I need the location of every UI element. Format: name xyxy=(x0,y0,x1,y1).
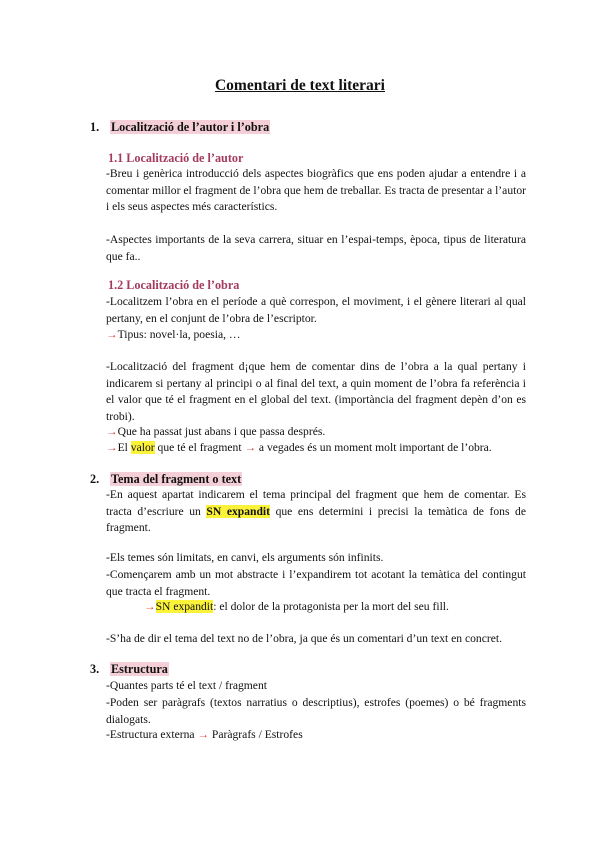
example-line xyxy=(144,599,449,616)
section-2-paragraph-3: -Començarem amb un mot abstracte i l’expandirem tot acotant la temàtica del contingut que tracta el fragment. xyxy=(106,568,526,598)
subsection-1-2-title: 1.2 Localització de l’obra xyxy=(108,278,240,292)
section-1-number: 1. xyxy=(90,120,100,134)
section-3-line-2: -Poden ser paràgrafs (textos narratius o descriptius), estrofes (poemes) o bé fragments dialogats. xyxy=(106,696,526,726)
subsection-1-1-paragraph-1: -Breu i genèrica introducció dels aspectes biogràfics que ens poden ajudar a entendre i a comentar millor el fragment de l’obra que hem de treballar. Es tracta de presentar a l’autor i els seus aspectes més característics. xyxy=(106,167,526,213)
section-3-line-3-b: Paràgrafs / Estrofes xyxy=(209,728,303,741)
arrow-icon: → xyxy=(106,441,118,454)
section-2-paragraph-1-a: -En aquest apartat indicarem el tema principal del fragment que hem de comentar. Es tracta d’escriure un xyxy=(106,488,526,518)
section-3-title: Estructura xyxy=(111,662,168,676)
section-3-line-1: -Quantes parts té el text / fragment xyxy=(106,679,267,692)
highlight-valor: valor xyxy=(130,441,155,454)
section-1-heading xyxy=(90,120,270,135)
types-text: Tipus: novel·la, poesia, … xyxy=(117,328,241,341)
section-2-paragraph-1 xyxy=(106,487,526,537)
types-line xyxy=(106,327,241,344)
highlight-sn-expandit-example: SN expandit xyxy=(155,600,214,613)
subsection-1-1-title: 1.1 Localització de l’autor xyxy=(108,151,244,165)
section-2-paragraph-1-b: que ens determini i precisi la temàtica de fons de fragment. xyxy=(106,504,527,534)
subsection-1-1-paragraph-2: -Aspectes importants de la seva carrera, situar en l’espai-temps, època, tipus de literatura que fa.. xyxy=(106,233,526,263)
example-text: : el dolor de la protagonista per la mort del seu fill. xyxy=(213,600,449,613)
section-3-line-3 xyxy=(106,727,303,744)
document-title: Comentari de text literari xyxy=(214,77,385,94)
subsection-1-2-paragraph-1: -Localitzem l’obra en el període a què correspon, el moviment, i el gènere literari al qual pertany, en el conjunt de l’obra de l’escriptor. xyxy=(106,295,526,325)
arrow-icon: → xyxy=(144,600,156,613)
section-1-title: Localització de l’autor i l’obra xyxy=(111,120,270,134)
value-line xyxy=(106,440,492,457)
arrow-icon: → xyxy=(106,328,118,341)
before-after-line xyxy=(106,424,325,441)
subsection-1-2-paragraph-2: -Localització del fragment d¡que hem de comentar dins de l’obra a la qual pertany i indicarem si pertany al principi o al final del text, a quin moment de l’obra fa referència i el valor que té el fragment en el global del text. (importància del fragment depèn d’on es trobi). xyxy=(106,360,526,423)
arrow-icon: → xyxy=(197,728,210,741)
section-2-title: Tema del fragment o text xyxy=(111,472,242,486)
section-3-line-3-a: -Estructura externa xyxy=(106,728,198,741)
value-line-text-c: a vegades és un moment molt important de l’obra. xyxy=(256,441,492,454)
arrow-icon: → xyxy=(106,425,118,438)
arrow-icon: → xyxy=(244,441,257,454)
value-line-text-b: que té el fragment xyxy=(154,441,245,454)
value-line-text-a: El xyxy=(117,441,131,454)
section-2-heading xyxy=(90,472,242,487)
before-after-text: Que ha passat just abans i que passa després. xyxy=(117,425,326,438)
section-2-paragraph-2: -Els temes són limitats, en canvi, els arguments són infinits. xyxy=(106,551,384,564)
section-3-heading xyxy=(90,662,169,677)
section-2-paragraph-4: -S’ha de dir el tema del text no de l’obra, ja que és un comentari d’un text en concret. xyxy=(106,632,502,645)
section-3-number: 3. xyxy=(90,662,100,676)
section-2-number: 2. xyxy=(90,472,100,486)
highlight-sn-expandit: SN expandit xyxy=(206,504,270,518)
